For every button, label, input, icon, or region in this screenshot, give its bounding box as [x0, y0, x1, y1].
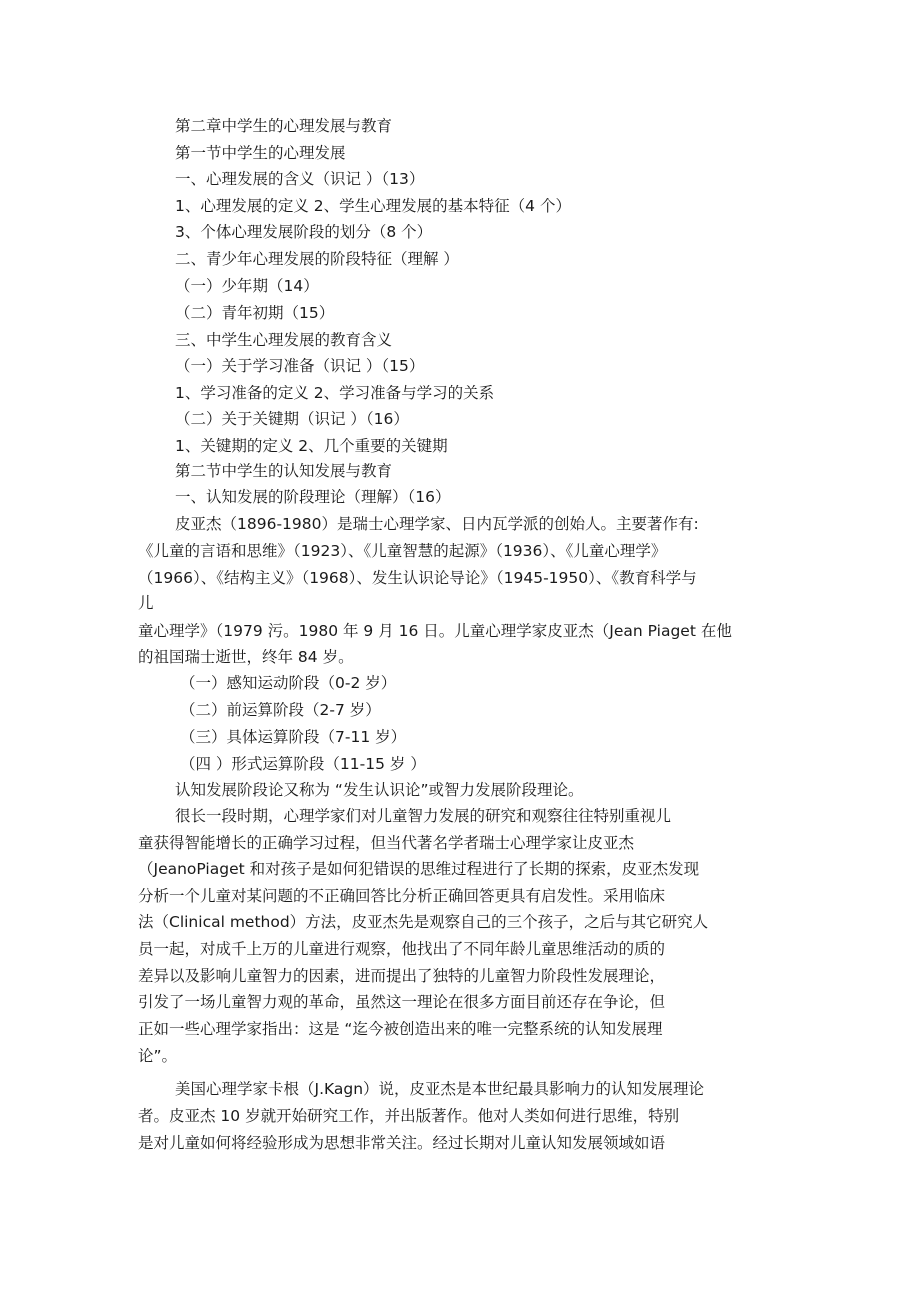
paragraph-line: 儿	[138, 594, 154, 612]
paragraph-line: 正如一些心理学家指出：这是 “迄今被创造出来的唯一完整系统的认知发展理	[138, 1020, 663, 1038]
text-line: 一、心理发展的含义（识记 ）（13）	[175, 170, 425, 188]
paragraph-line: 员一起，对成千上万的儿童进行观察，他找出了不同年龄儿童思维活动的质的	[138, 940, 666, 958]
section-heading: 第一节中学生的心理发展	[175, 144, 346, 162]
paragraph-line: 引发了一场儿童智力观的革命，虽然这一理论在很多方面目前还存在争论，但	[138, 993, 666, 1011]
text-line: 一、认知发展的阶段理论（理解）（16）	[175, 488, 451, 506]
paragraph-line: 童心理学》（1979 污。1980 年 9 月 16 日。儿童心理学家皮亚杰（Jean Piaget 在他	[138, 622, 732, 640]
list-item: （一）感知运动阶段（0-2 岁）	[180, 674, 397, 692]
list-item: （二）前运算阶段（2-7 岁）	[180, 701, 381, 719]
paragraph-line: （1966）、《结构主义》（1968）、发生认识论导论》（1945-1950）、《教育科学与	[138, 569, 697, 587]
text-line: （一）少年期（14）	[175, 277, 319, 295]
paragraph-line: 童获得智能增长的正确学习过程，但当代著名学者瑞士心理学家让皮亚杰	[138, 834, 635, 852]
list-item: （三）具体运算阶段（7-11 岁）	[180, 728, 407, 746]
paragraph-line: 皮亚杰（1896-1980）是瑞士心理学家、日内瓦学派的创始人。主要著作有:	[175, 515, 699, 533]
paragraph-line: 很长一段时期，心理学家们对儿童智力发展的研究和观察往往特别重视儿	[175, 807, 672, 825]
paragraph-line: 美国心理学家卡根（J.Kagn）说，皮亚杰是本世纪最具影响力的认知发展理论	[175, 1080, 705, 1098]
text-line: 1、学习准备的定义 2、学习准备与学习的关系	[175, 384, 495, 402]
paragraph-line: 是对儿童如何将经验形成为思想非常关注。经过长期对儿童认知发展领域如语	[138, 1134, 666, 1152]
paragraph-line: 者。皮亚杰 10 岁就开始研究工作，并出版著作。他对人类如何进行思维，特别	[138, 1107, 680, 1125]
list-item: （四 ）形式运算阶段（11-15 岁 ）	[180, 755, 426, 773]
paragraph-line: 分析一个儿童对某问题的不正确回答比分析正确回答更具有启发性。采用临床	[138, 887, 666, 905]
text-line: 1、关键期的定义 2、几个重要的关键期	[175, 437, 448, 455]
paragraph-line: 的祖国瑞士逝世，终年 84 岁。	[138, 648, 354, 666]
paragraph-line: 认知发展阶段论又称为 “发生认识论”或智力发展阶段理论。	[175, 781, 584, 799]
text-line: （二）关于关键期（识记 ）（16）	[175, 410, 409, 428]
paragraph-line: 论”。	[138, 1047, 178, 1065]
paragraph-line: 《儿童的言语和思维》（1923）、《儿童智慧的起源》（1936）、《儿童心理学》	[138, 542, 667, 560]
text-line: 二、青少年心理发展的阶段特征（理解 ）	[175, 250, 459, 268]
text-line: 三、中学生心理发展的教育含义	[175, 331, 393, 349]
paragraph-line: 差异以及影响儿童智力的因素，进而提出了独特的儿童智力阶段性发展理论，	[138, 967, 666, 985]
text-line: （二）青年初期（15）	[175, 304, 335, 322]
text-line: 1、心理发展的定义 2、学生心理发展的基本特征（4 个）	[175, 197, 571, 215]
text-line: 3、个体心理发展阶段的划分（8 个）	[175, 223, 433, 241]
paragraph-line: 法（Clinical method）方法，皮亚杰先是观察自己的三个孩子，之后与其它研究人	[138, 913, 709, 931]
section-heading: 第二节中学生的认知发展与教育	[175, 462, 393, 480]
text-line: （一）关于学习准备（识记 ）（15）	[175, 357, 425, 375]
chapter-heading: 第二章中学生的心理发展与教育	[175, 117, 393, 135]
paragraph-line: （JeanoPiaget 和对孩子是如何犯错误的思维过程进行了长期的探索，皮亚杰发现	[138, 860, 700, 878]
